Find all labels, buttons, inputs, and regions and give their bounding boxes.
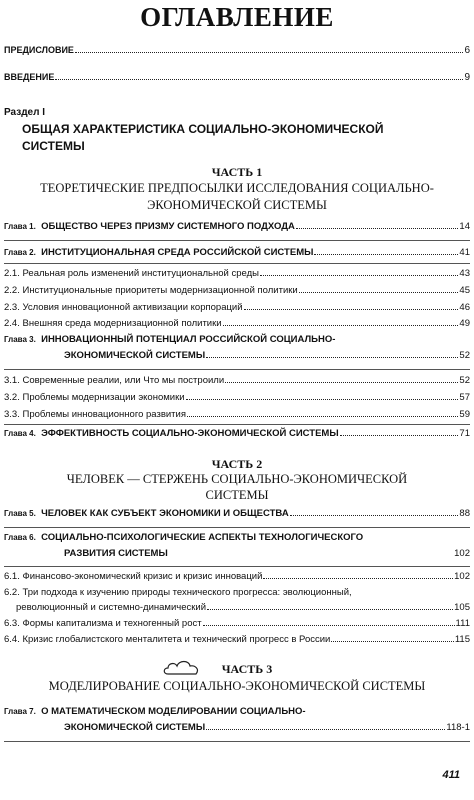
toc-chapter-1[interactable]: Глава 1. ОБЩЕСТВО ЧЕРЕЗ ПРИЗМУ СИСТЕМНОГО ПОДХОДА 14: [4, 221, 470, 232]
part2-label: ЧАСТЬ 2: [211, 457, 263, 471]
toc-item-6-2-line2[interactable]: революционный и системно-динамический 105: [16, 602, 470, 613]
page-number: 411: [442, 769, 460, 781]
toc-item-6-2-line1[interactable]: 6.2. Три подхода к изучению природы технического прогресса: эволюционный,: [4, 587, 352, 598]
divider: [4, 424, 470, 425]
part3-title: МОДЕЛИРОВАНИЕ СОЦИАЛЬНО-ЭКОНОМИЧЕСКОЙ СИСТЕМЫ: [48, 679, 426, 693]
part1-label: ЧАСТЬ 1: [211, 165, 263, 179]
part2-title-line2: СИСТЕМЫ: [205, 488, 269, 502]
toc-chapter-6-line2[interactable]: РАЗВИТИЯ СИСТЕМЫ 102: [64, 548, 470, 559]
toc-chapter-4[interactable]: Глава 4. ЭФФЕКТИВНОСТЬ СОЦИАЛЬНО-ЭКОНОМИЧЕСКОЙ СИСТЕМЫ 71: [4, 428, 470, 439]
toc-chapter-5[interactable]: Глава 5. ЧЕЛОВЕК КАК СУБЪЕКТ ЭКОНОМИКИ И ОБЩЕСТВА 88: [4, 508, 470, 519]
toc-item-3-1[interactable]: 3.1. Современные реалии, или Что мы построили 52: [4, 375, 470, 386]
divider: [4, 527, 470, 528]
toc-item-6-1[interactable]: 6.1. Финансово-экономический кризис и кризис инноваций 102: [4, 571, 470, 582]
toc-item-2-4[interactable]: 2.4. Внешняя среда модернизационной политики 49: [4, 318, 470, 329]
part3-label: ЧАСТЬ 3: [221, 662, 273, 676]
toc-chapter-7-line2[interactable]: ЭКОНОМИЧЕСКОЙ СИСТЕМЫ 118-1: [64, 722, 470, 733]
divider: [4, 263, 470, 264]
toc-chapter-6-line1[interactable]: Глава 6. СОЦИАЛЬНО-ПСИХОЛОГИЧЕСКИЕ АСПЕКТЫ ТЕХНОЛОГИЧЕСКОГО: [4, 532, 364, 543]
section-title-line2: СИСТЕМЫ: [22, 139, 85, 153]
toc-chapter-3-line2[interactable]: ЭКОНОМИЧЕСКОЙ СИСТЕМЫ 52: [64, 350, 470, 361]
divider: [4, 741, 470, 742]
toc-chapter-2[interactable]: Глава 2. ИНСТИТУЦИОНАЛЬНАЯ СРЕДА РОССИЙСКОЙ СИСТЕМЫ 41: [4, 247, 470, 258]
part2-title-line1: ЧЕЛОВЕК — СТЕРЖЕНЬ СОЦИАЛЬНО-ЭКОНОМИЧЕСКОЙ: [66, 472, 408, 486]
toc-item-3-3[interactable]: 3.3. Проблемы инновационного развития 59: [4, 409, 470, 420]
toc-entry-preface[interactable]: ПРЕДИСЛОВИЕ 6: [4, 45, 470, 56]
divider: [4, 240, 470, 241]
toc-item-6-3[interactable]: 6.3. Формы капитализма и техногенный рост 111: [4, 618, 470, 629]
part1-title-line1: ТЕОРЕТИЧЕСКИЕ ПРЕДПОСЫЛКИ ИССЛЕДОВАНИЯ СОЦИАЛЬНО-: [40, 181, 434, 195]
toc-item-3-2[interactable]: 3.2. Проблемы модернизации экономики 57: [4, 392, 470, 403]
toc-item-2-2[interactable]: 2.2. Институциональные приоритеты модернизационной политики 45: [4, 285, 470, 296]
part1-title-line2: ЭКОНОМИЧЕСКОЙ СИСТЕМЫ: [147, 198, 327, 212]
divider: [4, 369, 470, 370]
toc-item-6-4[interactable]: 6.4. Кризис глобалистского менталитета и технический прогресс в России 115: [4, 634, 470, 645]
page-title: ОГЛАВЛЕНИЕ: [140, 2, 334, 32]
toc-chapter-7-line1[interactable]: Глава 7. О МАТЕМАТИЧЕСКОМ МОДЕЛИРОВАНИИ СОЦИАЛЬНО-: [4, 706, 306, 717]
toc-chapter-3-line1[interactable]: Глава 3. ИННОВАЦИОННЫЙ ПОТЕНЦИАЛ РОССИЙСКОЙ СОЦИАЛЬНО-: [4, 334, 336, 345]
toc-item-2-1[interactable]: 2.1. Реальная роль изменений институциональной среды 43: [4, 268, 470, 279]
section-label: Раздел I: [4, 107, 46, 118]
section-title-line1: ОБЩАЯ ХАРАКТЕРИСТИКА СОЦИАЛЬНО-ЭКОНОМИЧЕСКОЙ: [22, 122, 384, 136]
divider: [4, 566, 470, 567]
toc-item-2-3[interactable]: 2.3. Условия инновационной активизации корпораций 46: [4, 302, 470, 313]
toc-entry-introduction[interactable]: ВВЕДЕНИЕ 9: [4, 72, 470, 83]
